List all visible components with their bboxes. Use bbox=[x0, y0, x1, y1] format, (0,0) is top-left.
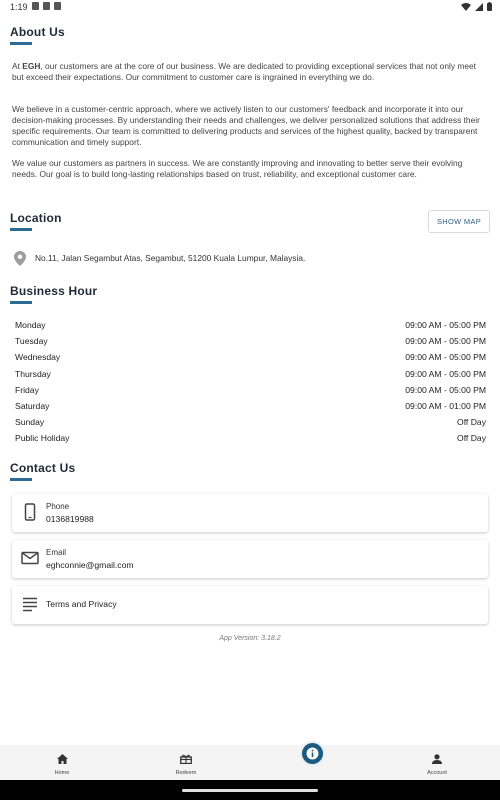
business-hour-underline bbox=[10, 301, 32, 304]
status-time: 1:19 bbox=[10, 2, 28, 12]
hour-row-sunday bbox=[15, 414, 486, 430]
day-label: Wednesday bbox=[15, 352, 61, 363]
show-map-button[interactable]: SHOW MAP bbox=[428, 210, 490, 233]
status-bar bbox=[0, 0, 500, 14]
email-card[interactable] bbox=[12, 540, 488, 578]
about-brand: EGH bbox=[22, 61, 41, 71]
hour-row-monday bbox=[15, 317, 486, 333]
business-hour-title: Business Hour bbox=[10, 284, 98, 298]
phone-value[interactable]: 0136819988 bbox=[46, 514, 94, 524]
about-title: About Us bbox=[10, 25, 65, 39]
location-title: Location bbox=[10, 211, 62, 225]
bottom-navigation bbox=[0, 745, 500, 780]
home-icon bbox=[57, 754, 68, 764]
nav-account-label: Account bbox=[427, 770, 447, 776]
about-para1-rest: , our customers are at the core of our business. We are dedicated to providing exceptional services that not only meet but exceed their expectations. Our commitment to customer care is ingrained in everything we do. bbox=[12, 61, 476, 82]
phone-label: Phone bbox=[46, 502, 70, 511]
gift-icon bbox=[180, 754, 192, 764]
hours-value: Off Day bbox=[457, 417, 486, 428]
hour-row-saturday bbox=[15, 398, 486, 414]
hour-row-friday bbox=[15, 382, 486, 398]
hour-row-thursday bbox=[15, 366, 486, 382]
contact-title: Contact Us bbox=[10, 461, 76, 475]
mail-icon bbox=[21, 549, 39, 567]
hours-value: 09:00 AM - 05:00 PM bbox=[405, 320, 486, 331]
phone-card[interactable] bbox=[12, 494, 488, 532]
document-icon bbox=[21, 595, 39, 613]
hours-value: Off Day bbox=[457, 433, 486, 444]
day-label: Public Holiday bbox=[15, 433, 70, 444]
about-underline bbox=[10, 42, 32, 45]
location-underline bbox=[10, 228, 32, 231]
sd-card-icon bbox=[54, 2, 61, 10]
address-row bbox=[14, 250, 305, 266]
nav-redeem[interactable] bbox=[156, 751, 216, 776]
signal-icon bbox=[475, 3, 483, 11]
day-label: Saturday bbox=[15, 401, 50, 412]
hours-value: 09:00 AM - 05:00 PM bbox=[405, 368, 486, 379]
system-icons bbox=[461, 2, 492, 11]
day-label: Sunday bbox=[15, 417, 45, 428]
day-label: Monday bbox=[15, 320, 46, 331]
system-navigation-bar bbox=[0, 780, 500, 800]
hours-value: 09:00 AM - 05:00 PM bbox=[405, 336, 486, 347]
about-paragraph-3: We value our customers as partners in success. We are constantly improving and innovating to better serve their evolving needs. Our goal is to build long-lasting relationships based on trust, reliability, and exceptional customer care. bbox=[12, 158, 463, 179]
phone-icon bbox=[21, 503, 39, 521]
person-icon bbox=[432, 754, 442, 764]
wifi-icon bbox=[461, 3, 471, 11]
battery-icon bbox=[487, 2, 492, 11]
info-icon bbox=[306, 747, 319, 760]
hours-value: 09:00 AM - 05:00 PM bbox=[405, 352, 486, 363]
terms-label: Terms and Privacy bbox=[46, 599, 117, 609]
location-pin-icon bbox=[14, 251, 26, 266]
business-hours-table bbox=[15, 317, 486, 447]
gesture-handle[interactable] bbox=[182, 789, 318, 792]
hour-row-tuesday bbox=[15, 333, 486, 349]
hours-value: 09:00 AM - 01:00 PM bbox=[405, 401, 486, 412]
nav-account[interactable] bbox=[407, 751, 467, 776]
about-paragraph-2: We believe in a customer-centric approach, where we actively listen to our customers' feedback and incorporate it into our decision-making processes. By understanding their needs and challenges, we deliver personalized solutions that address their specific requirements. Our team is committed to delivering products and services of the highest quality, backed by transparent communication and timely support. bbox=[12, 104, 480, 147]
email-value[interactable]: eghconnie@gmail.com bbox=[46, 560, 134, 570]
day-label: Thursday bbox=[15, 368, 51, 379]
about-prefix: At bbox=[12, 61, 23, 71]
notification-icons bbox=[32, 2, 61, 10]
terms-card[interactable] bbox=[12, 586, 488, 624]
nav-home-label: Home bbox=[54, 770, 70, 776]
day-label: Friday bbox=[15, 384, 39, 395]
app-version: App Version: 3.18.2 bbox=[219, 635, 281, 642]
contact-underline bbox=[10, 478, 32, 481]
nav-redeem-label: Redeem bbox=[175, 770, 197, 776]
notification-icon bbox=[43, 2, 50, 10]
info-button[interactable] bbox=[300, 741, 325, 766]
hour-row-public-holiday bbox=[15, 430, 486, 446]
day-label: Tuesday bbox=[15, 336, 48, 347]
hour-row-wednesday bbox=[15, 349, 486, 365]
about-paragraph-1 bbox=[12, 61, 486, 83]
address-text: No.11, Jalan Segambut Atas, Segambut, 51200 Kuala Lumpur, Malaysia. bbox=[35, 253, 306, 263]
nav-home[interactable] bbox=[32, 751, 92, 776]
hours-value: 09:00 AM - 05:00 PM bbox=[405, 384, 486, 395]
shield-icon bbox=[32, 2, 39, 10]
email-label: Email bbox=[46, 548, 67, 557]
